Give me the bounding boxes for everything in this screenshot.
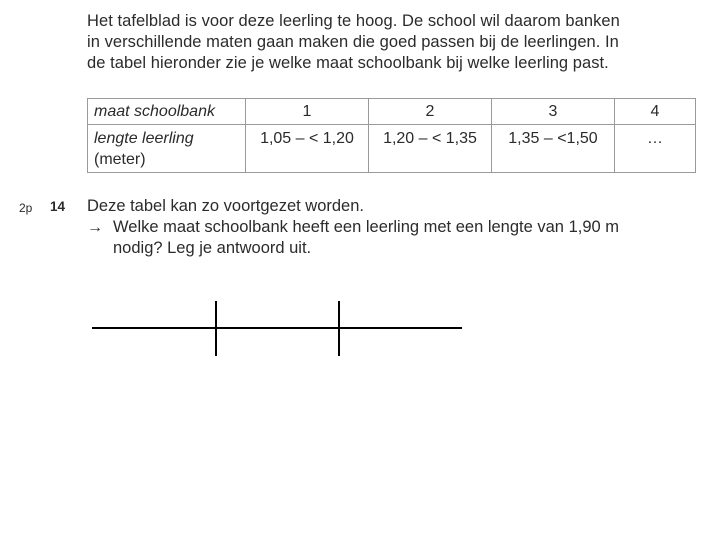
table-cell: 3 (492, 99, 615, 125)
question-points: 2p (19, 201, 33, 215)
arrow-icon: → (87, 219, 103, 236)
table-cell: 1,35 – <1,50 (492, 125, 615, 173)
row-header-length-unit: (meter) (94, 151, 146, 168)
task-line: Welke maat schoolbank heeft een leerling met een lengte van 1,90 m (113, 218, 620, 236)
table-cell: 1 (246, 99, 369, 125)
intro-line: de tabel hieronder zie je welke maat schoolbank bij welke leerling past. (87, 54, 609, 72)
question-number: 14 (50, 199, 66, 214)
question-text: Deze tabel kan zo voortgezet worden. (87, 197, 364, 215)
table-cell: 1,20 – < 1,35 (369, 125, 492, 173)
task-line: nodig? Leg je antwoord uit. (113, 239, 312, 257)
row-header-length-label: lengte leerling (94, 130, 194, 147)
table-cell: 1,05 – < 1,20 (246, 125, 369, 173)
table-cell: … (615, 125, 696, 173)
intro-line: in verschillende maten gaan maken die goed passen bij de leerlingen. In (87, 33, 619, 51)
table-cell: 2 (369, 99, 492, 125)
row-header-size: maat schoolbank (88, 99, 246, 125)
table-cell: 4 (615, 99, 696, 125)
intro-line: Het tafelblad is voor deze leerling te hoog. De school wil daarom banken (87, 12, 620, 30)
